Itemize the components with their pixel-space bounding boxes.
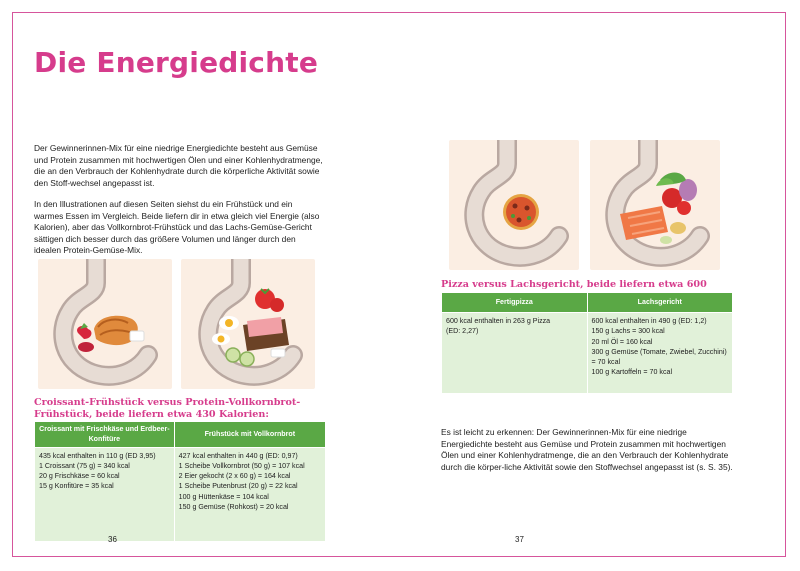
- breakfast-header-croissant: Croissant mit Frischkäse und Erdbeer-Konfitüre: [35, 422, 175, 448]
- table-cell-line: 2 Eier gekocht (2 x 60 g) = 164 kcal: [178, 472, 291, 481]
- table-cell-line: 15 g Konfitüre = 35 kcal: [39, 482, 114, 491]
- page-number-right: 37: [515, 535, 524, 544]
- breakfast-header-wholegrain: Frühstück mit Vollkornbrot: [174, 422, 325, 448]
- table-cell-line: 300 g Gemüse (Tomate, Zwiebel, Zucchini) = 70 kcal: [591, 347, 727, 367]
- conclusion-paragraph: Es ist leicht zu erkennen: Der Gewinnerinnen-Mix für eine niedrige Energiedichte besteht aus Gemüse und Protein zusammen mit hochwertigen Ölen und einer Kohlenhydratmenge, die an den Verbrauch der Kohlenhydrate durch die körper-liche Aktivität sowie den Stoffwechsel angepasst ist (s. S. 35).: [441, 427, 733, 472]
- breakfast-comparison-table: [34, 421, 326, 542]
- table-cell-line: 150 g Lachs = 300 kcal: [591, 327, 665, 336]
- stomach-pizza-illustration: [449, 140, 579, 270]
- stomach-croissant-illustration: [38, 259, 172, 389]
- table-cell-line: 100 g Hüttenkäse = 104 kcal: [178, 492, 269, 501]
- dinner-cell-salmon: [587, 313, 733, 394]
- stomach-salmon-illustration: [590, 140, 720, 270]
- table-cell-line: 600 kcal enthalten in 263 g Pizza: [446, 317, 551, 325]
- table-cell-line: 100 g Kartoffeln = 70 kcal: [591, 368, 673, 377]
- table-cell-line: 600 kcal enthalten in 490 g (ED: 1,2): [591, 317, 707, 325]
- dinner-comparison-table: [441, 292, 733, 394]
- breakfast-cell-croissant: [35, 447, 175, 541]
- table-cell-line: 20 g Frischkäse = 60 kcal: [39, 472, 120, 481]
- breakfast-caption: Croissant-Frühstück versus Protein-Vollkornbrot-Frühstück, beide liefern etwa 430 Kalorien:: [34, 397, 301, 420]
- page-number-left: 36: [108, 535, 117, 544]
- table-cell-line: 427 kcal enthalten in 440 g (ED: 0,97): [178, 451, 298, 460]
- dinner-caption: Pizza versus Lachsgericht, beide liefern etwa 600: [441, 279, 707, 290]
- intro-paragraph-2: In den Illustrationen auf diesen Seiten siehst du ein Frühstück und ein warmes Essen im Vergleich. Beide liefern dir in etwa gleich viel Energie (also Kalorien), aber das Vollkornbrot-Frühstück und das Lachs-Gemüse-Gericht sättigen dich besser durch das größere Volumen und länger durch den idealen Protein-Gemüse-Mix.: [34, 199, 320, 256]
- stomach-wholegrain-breakfast-illustration: [181, 259, 315, 389]
- dinner-cell-pizza: [442, 313, 588, 394]
- breakfast-cell-wholegrain: [174, 447, 325, 541]
- page-title: Die Energiedichte: [34, 46, 319, 79]
- table-cell-line: 1 Croissant (75 g) = 340 kcal: [39, 461, 130, 470]
- table-cell-line: 435 kcal enthalten in 110 g (ED 3,95): [39, 451, 156, 460]
- table-cell-line: 20 ml Öl = 160 kcal: [591, 337, 653, 346]
- intro-paragraph-1: Der Gewinnerinnen-Mix für eine niedrige Energiedichte besteht aus Gemüse und Protein zusammen mit hochwertigen Ölen und einer Kohlenhydratmenge, die an den Verbrauch der Kohlenhydrate durch die körperliche Aktivität sowie den Stoff-wechsel angepasst ist.: [34, 143, 323, 188]
- table-cell-line: 150 g Gemüse (Rohkost) = 20 kcal: [178, 503, 289, 512]
- table-cell-line: 1 Scheibe Vollkornbrot (50 g) = 107 kcal: [178, 461, 305, 470]
- dinner-header-salmon: Lachsgericht: [587, 293, 733, 313]
- table-cell-line: 1 Scheibe Putenbrust (20 g) = 22 kcal: [178, 482, 298, 491]
- table-cell-line: (ED: 2,27): [446, 327, 479, 336]
- dinner-header-pizza: Fertigpizza: [442, 293, 588, 313]
